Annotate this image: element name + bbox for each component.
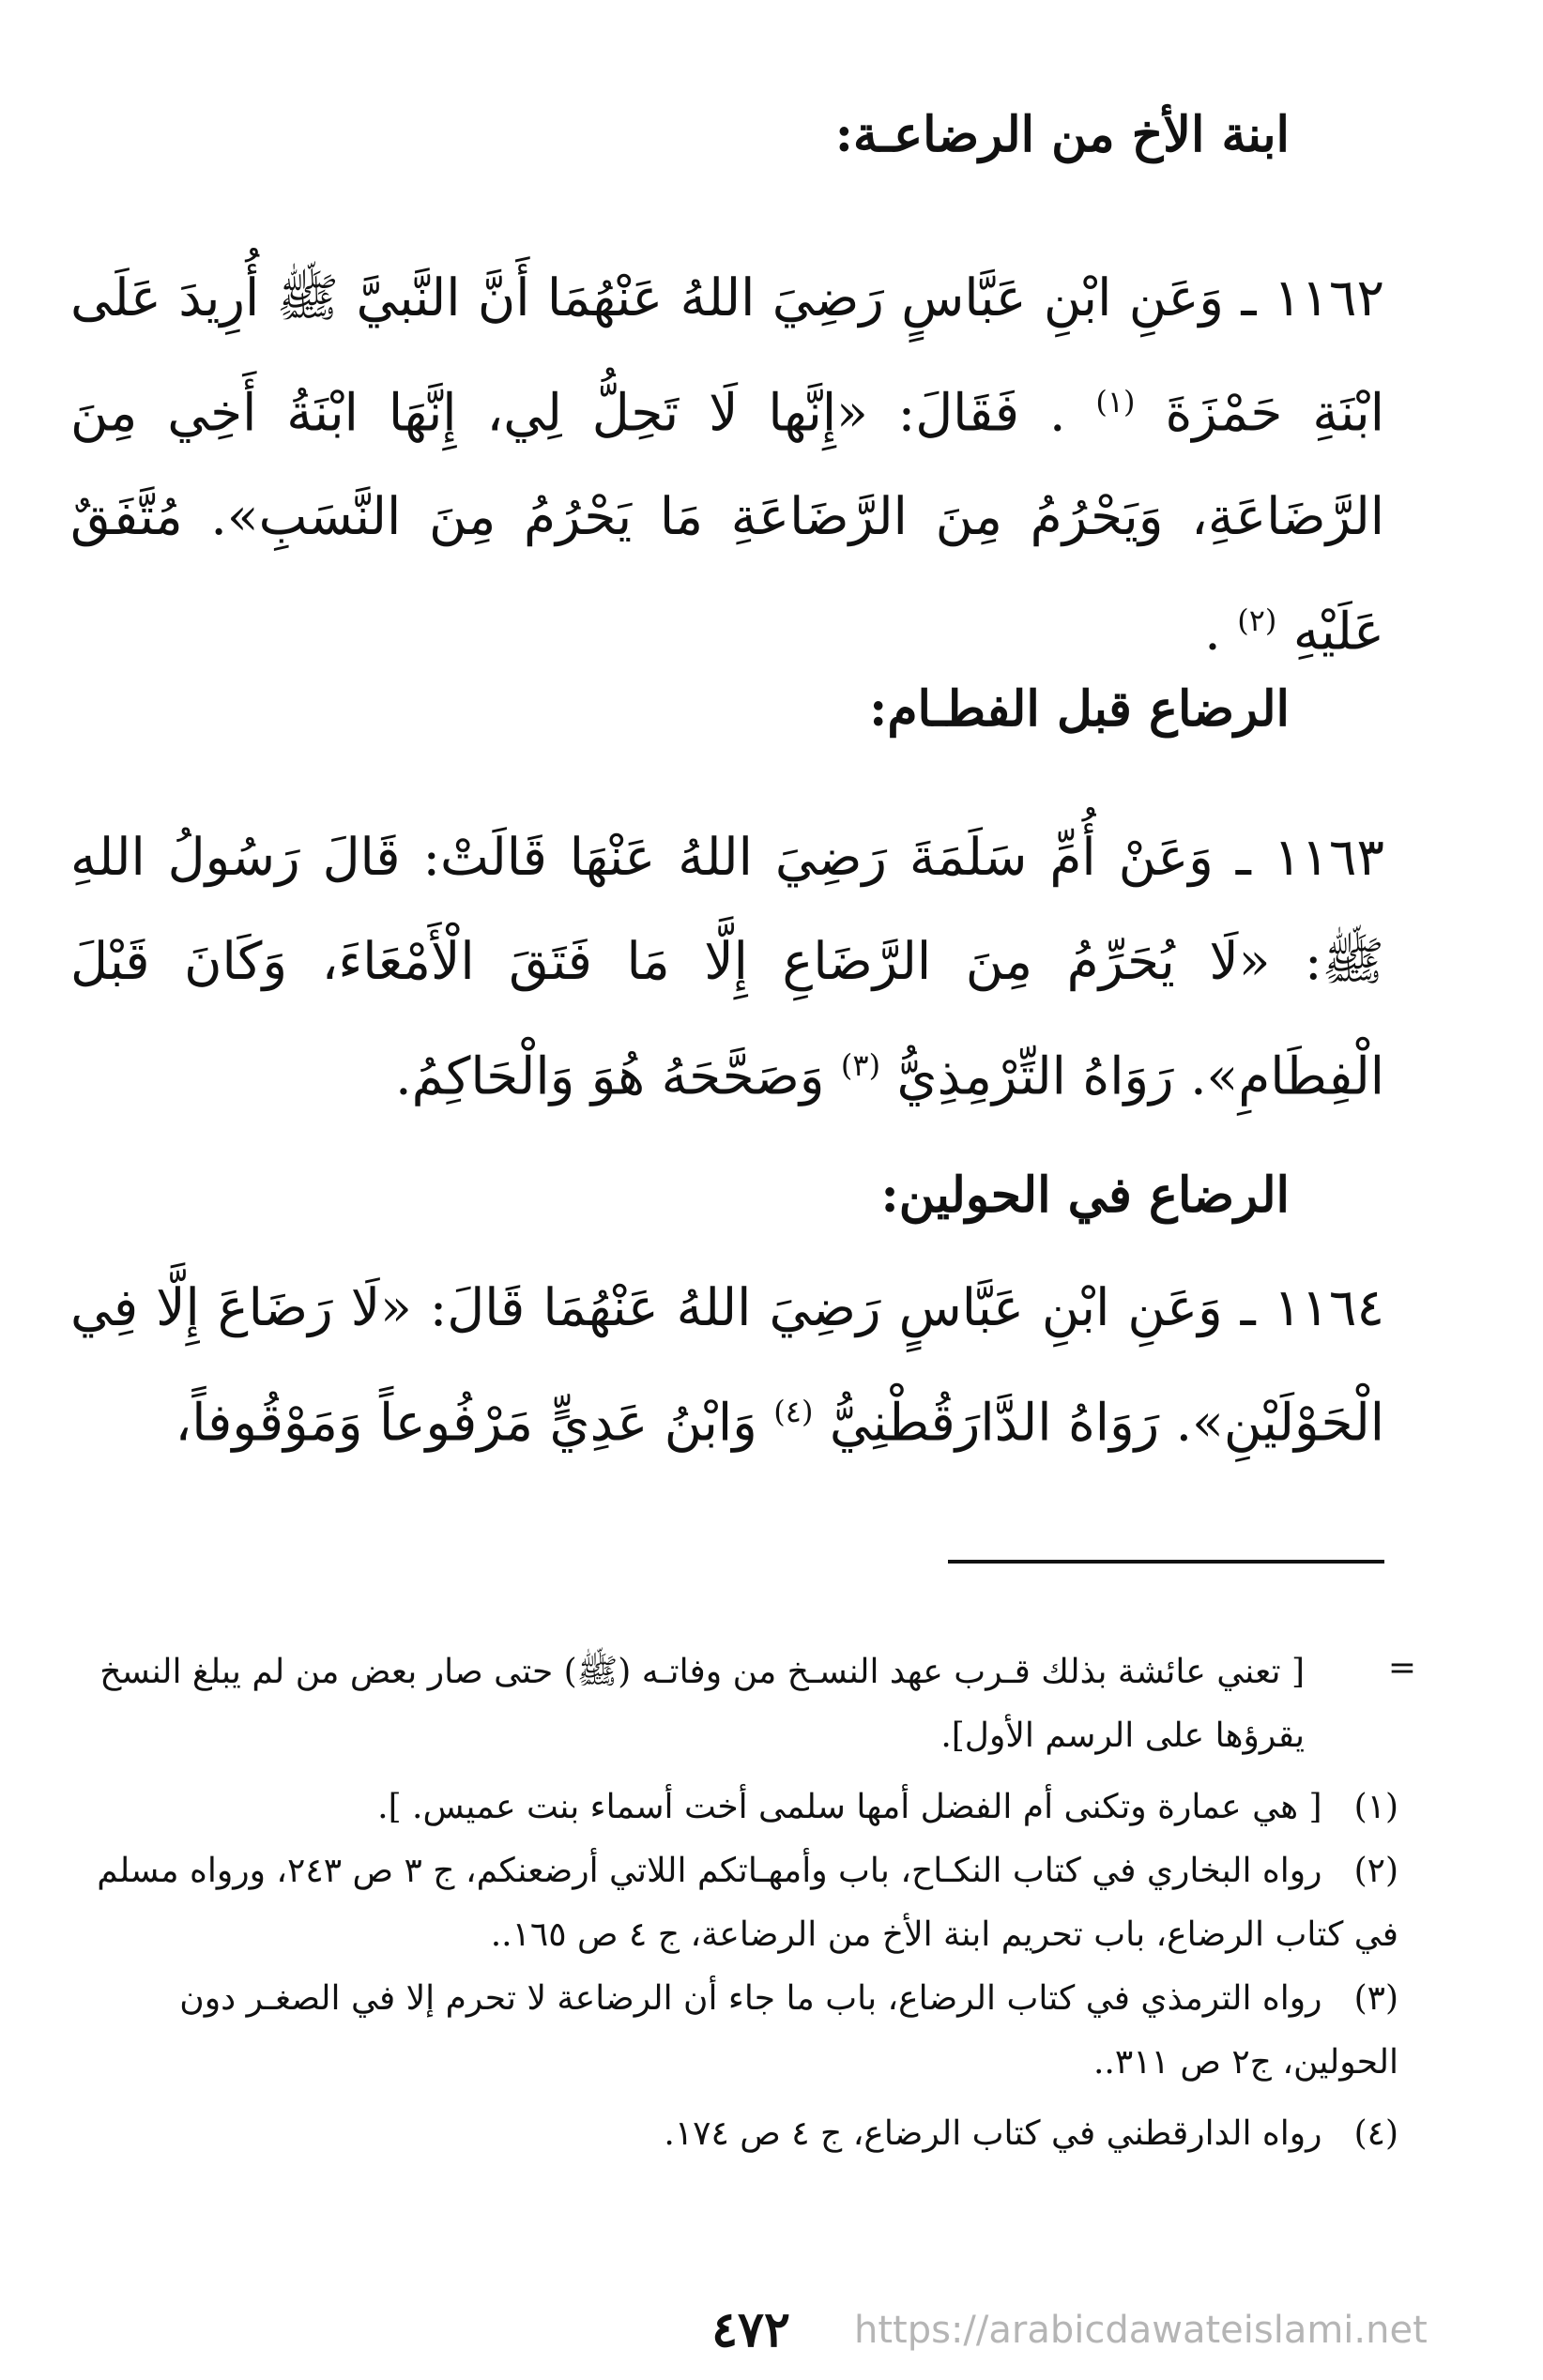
section-heading-3: الرضاع في الحولين: — [880, 1167, 1290, 1224]
footnote-4 — [66, 2102, 1398, 2166]
hadith-text: . — [1204, 601, 1221, 662]
hadith-paragraph-1164 — [70, 1256, 1384, 1474]
footnote-3 — [66, 1967, 1398, 2095]
footnote-ref-4[interactable]: (٤) — [773, 1394, 814, 1429]
footnote-text: [ هي عمارة وتكنى أم الفضل أمها سلمى أخت أسماء بنت عميس. ]. — [377, 1788, 1322, 1826]
hadith-text: ١١٦٢ ـ وَعَنِ ابْنِ عَبَّاسٍ رَضِيَ اللهُ عَنْهُمَا أَنَّ النَّبيَّ ﷺ أُرِيدَ عَلَى ابْنَةِ حَمْزَةَ — [70, 267, 1385, 443]
footnote-separator — [948, 1560, 1384, 1564]
footnote-ref-3[interactable]: (٣) — [840, 1047, 881, 1083]
footnote-number: (٣) — [1353, 1979, 1398, 2018]
section-heading-2: الرضاع قبل الفطـام: — [869, 680, 1290, 738]
footnote-ref-2[interactable]: (٢) — [1237, 603, 1277, 639]
footnote-text: رواه البخاري في كتاب النكـاح، باب وأمهـاتكم اللاتي أرضعنكم، ج ٣ ص ٢٤٣، ورواه مسلم في كتاب الرضاع، باب تحريم ابنة الأخ من الرضاعة، ج ٤ ص ١٦٥.. — [97, 1852, 1398, 1954]
footnotes — [66, 1640, 1398, 2166]
footnote-text: رواه الدارقطني في كتاب الرضاع، ج ٤ ص ١٧٤. — [664, 2114, 1322, 2153]
hadith-paragraph-1163 — [70, 805, 1384, 1128]
hadith-text: وَابْنُ عَدِيٍّ مَرْفُوعاً وَمَوْقُوفاً، — [175, 1392, 757, 1453]
hadith-text: وَصَحَّحَهُ هُوَ وَالْحَاكِمُ. — [395, 1045, 825, 1106]
footnote-number: (٤) — [1353, 2114, 1398, 2153]
watermark-url: https://arabicdawateislami.net — [854, 2309, 1428, 2352]
footnote-1 — [66, 1776, 1398, 1839]
footnote-continuation-mark: = — [1387, 1649, 1416, 1687]
footnote-number: (٢) — [1353, 1852, 1398, 1890]
footnote-continuation: [ تعني عائشة بذلك قـرب عهد النسـخ من وفاتـه (ﷺ) حتى صار بعض من لم يبلغ النسخ يقرؤها على الرسم الأول]. — [99, 1653, 1305, 1755]
page-number: ٤٧٢ — [711, 2301, 790, 2358]
footnote-text: رواه الترمذي في كتاب الرضاع، باب ما جاء أن الرضاعة لا تحرم إلا في الصغـر دون الحولين، ج٢ ص ٣١١.. — [179, 1979, 1398, 2082]
hadith-text: ١١٦٤ ـ وَعَنِ ابْنِ عَبَّاسٍ رَضِيَ اللهُ عَنْهُمَا قَالَ: «لَا رَضَاعَ إِلَّا فِي الْحَوْلَيْنِ». رَوَاهُ الدَّارَقُطْنِيُّ — [70, 1277, 1384, 1453]
hadith-paragraph-1162 — [70, 246, 1384, 684]
footnote-ref-1[interactable]: (١) — [1095, 384, 1136, 420]
hadith-text: . فَقَالَ: «إِنَّها لَا تَحِلُّ لِي، إِنَّهَا ابْنَةُ أَخِي مِنَ الرَّضَاعَةِ، وَيَحْرُمُ مِنَ الرَّضَاعَةِ مَا يَحْرُمُ مِنَ النَّسَبِ». مُتَّفَقٌ عَلَيْهِ — [70, 382, 1384, 662]
footnote-number: (١) — [1353, 1788, 1398, 1826]
section-heading-1: ابنة الأخ من الرضاعـة: — [834, 106, 1290, 163]
hadith-text: ١١٦٣ ـ وَعَنْ أُمِّ سَلَمَةَ رَضِيَ اللهُ عَنْهَا قَالَتْ: قَالَ رَسُولُ اللهِ ﷺ: «لَا يُحَرِّمُ مِنَ الرَّضَاعِ إِلَّا مَا فَتَقَ الْأَمْعَاءَ، وَكَانَ قَبْلَ الْفِطَامِ». رَوَاهُ التِّرْمِذِيُّ — [70, 827, 1384, 1106]
footnote-2 — [66, 1839, 1398, 1967]
